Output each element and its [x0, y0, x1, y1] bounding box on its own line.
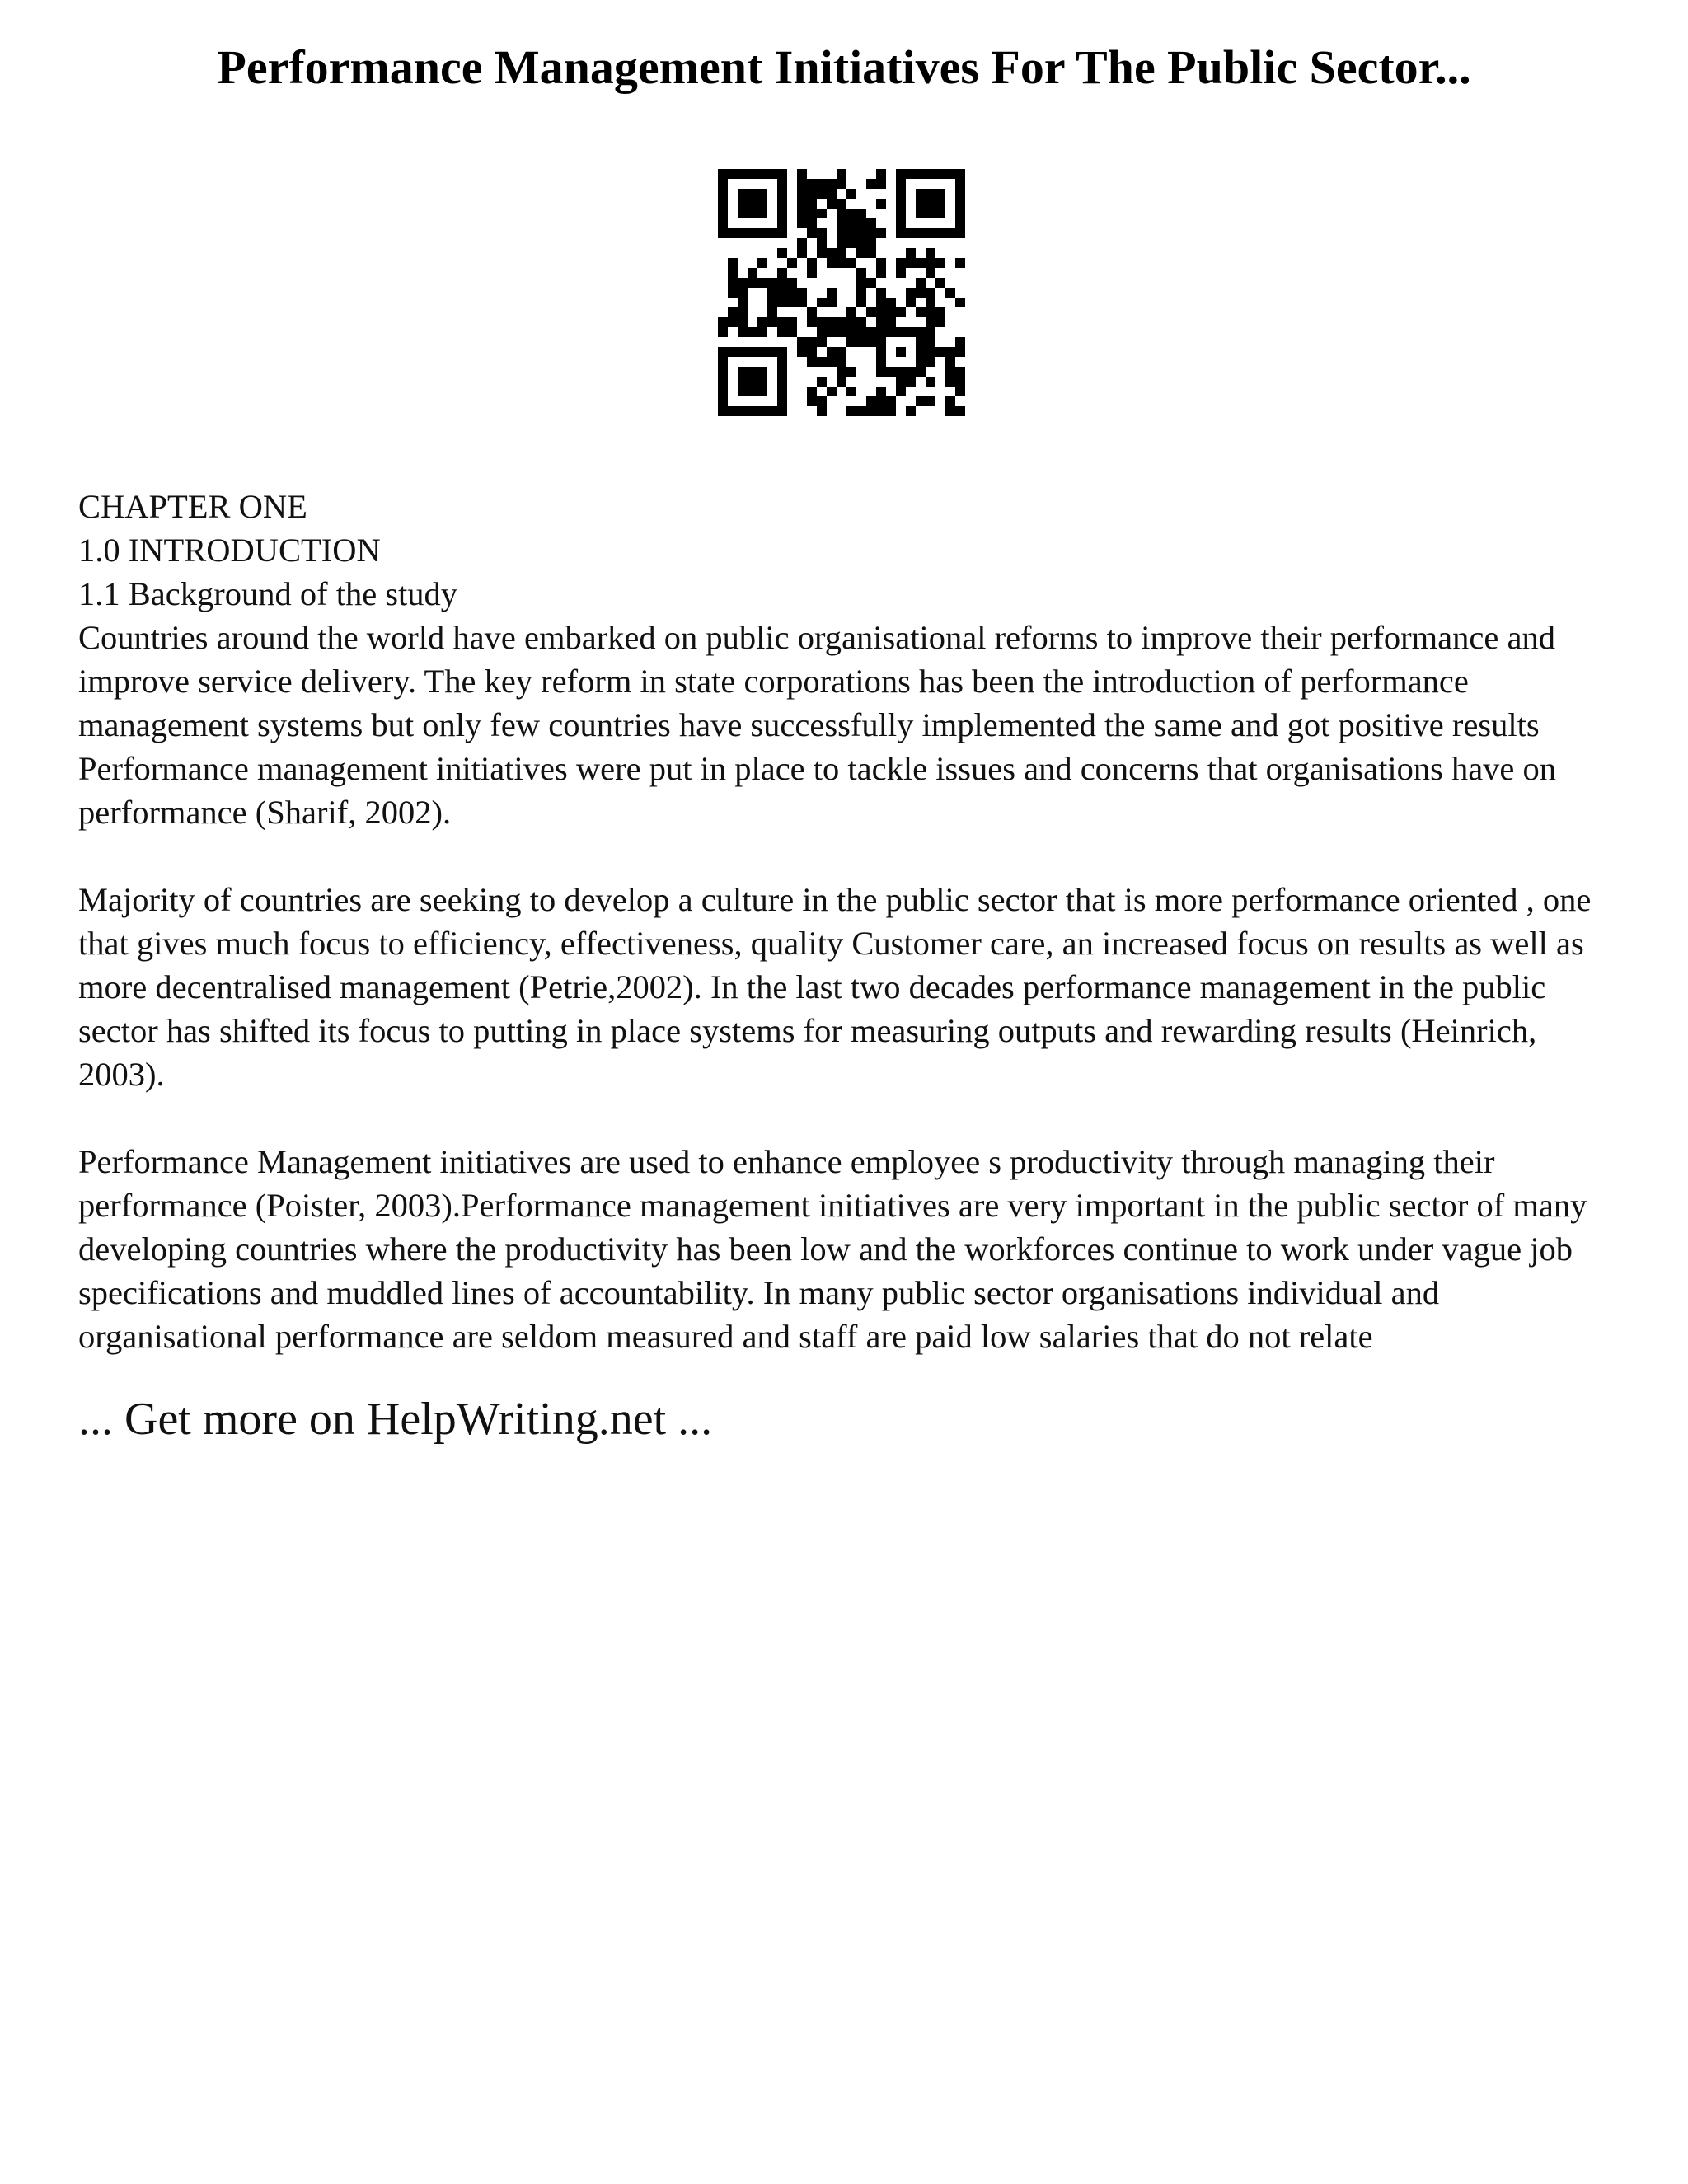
qr-code-graphic [718, 169, 965, 416]
page-title: Performance Management Initiatives For The Public Sector... [217, 40, 1471, 94]
chapter-heading: CHAPTER ONE [78, 488, 307, 525]
document-body [78, 485, 1628, 1449]
body-paragraph-2: Majority of countries are seeking to develop a culture in the public sector that is more performance oriented , one that gives much focus to efficiency, effectiveness, quality Customer care, an increased focus on results as well as more decentralised management (Petrie,2002). In the last two decades performance management in the public sector has shifted its focus to putting in place systems for measuring outputs and rewarding results (Heinrich, 2003). [78, 881, 1592, 1093]
subsection-heading: 1.1 Background of the study [78, 575, 458, 612]
body-paragraph-3: Performance Management initiatives are used to enhance employee s productivity through managing their performance (Poister, 2003).Performance management initiatives are very important in the public sector of many developing countries where the productivity has been low and the workforces continue to work under vague job specifications and muddled lines of accountability. In many public sector organisations individual and organisational performance are seldom measured and staff are paid low salaries that do not relate [78, 1143, 1587, 1355]
qr-code-icon [718, 169, 965, 416]
get-more-link[interactable]: ... Get more on HelpWriting.net ... [78, 1394, 713, 1445]
body-paragraph-1: Countries around the world have embarked on public organisational reforms to improve their performance and improve service delivery. The key reform in state corporations has been the introduction of performance management systems but only few countries have successfully implemented the same and got positive results Performance management initiatives were put in place to tackle issues and concerns that organisations have on performance (Sharif, 2002). [78, 619, 1557, 831]
section-heading: 1.0 INTRODUCTION [78, 532, 381, 569]
